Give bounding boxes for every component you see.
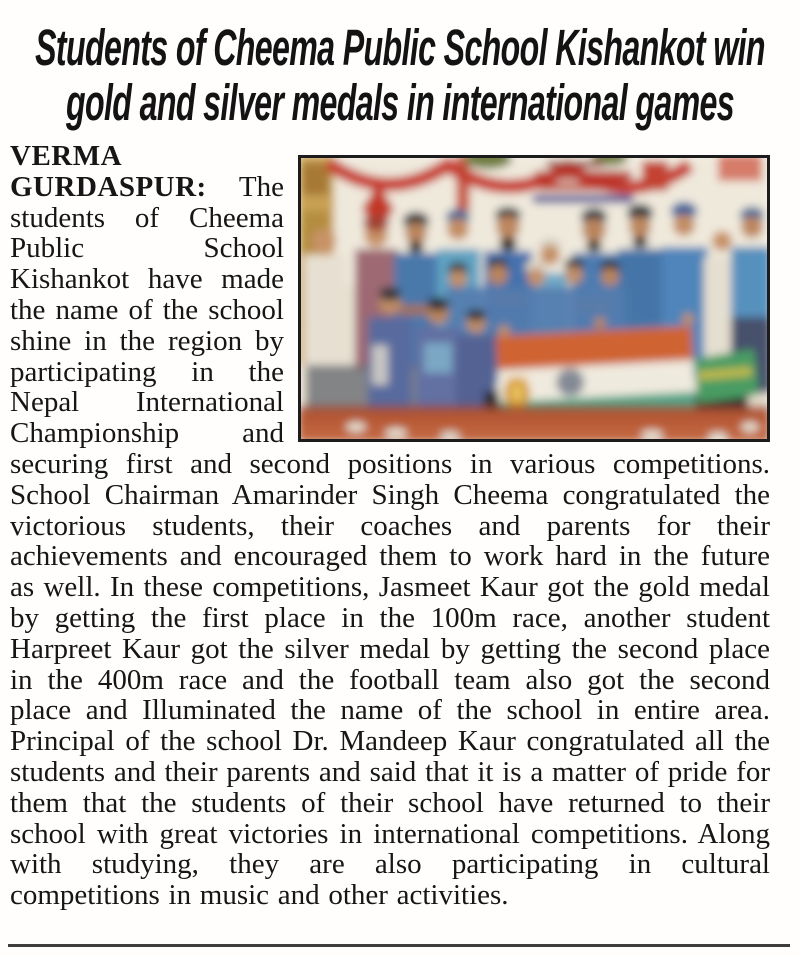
body-text: The students of Cheema Public School Kishankot have made the name of the school shine in the region by participating in the Nepal International Championship and securing first and second positions in various competitions. School Chairman Amarinder Singh Cheema congratulated the victorious students, their coaches and parents for their achievements and encouraged them to work hard in the future as well. In these competitions, Jasmeet Kaur got the gold medal by getting the first place in the 100m race, another student Harpreet Kaur got the silver medal by getting the second place in the 400m race and the football team also got the second place and Illuminated the name of the school in entire area. Principal of the school Dr. Mandeep Kaur congratulated all the students and their parents and said that it is a matter of pride for them that the students of their school have returned to their school with great victories in international competitions. Along with studying, they are also participating in cultural competitions in music and other activities.	[10, 170, 770, 912]
group-photo-illustration	[298, 155, 770, 442]
byline: VERMA	[10, 140, 123, 172]
bottom-divider	[8, 944, 790, 947]
headline-line-2: gold and silver medals in international games	[66, 74, 734, 131]
article-headline	[0, 0, 800, 130]
article-body	[10, 141, 770, 911]
dateline: GURDASPUR:	[10, 170, 207, 203]
article-photo	[298, 155, 770, 442]
headline-line-1: Students of Cheema Public School Kishankot win	[35, 19, 765, 76]
